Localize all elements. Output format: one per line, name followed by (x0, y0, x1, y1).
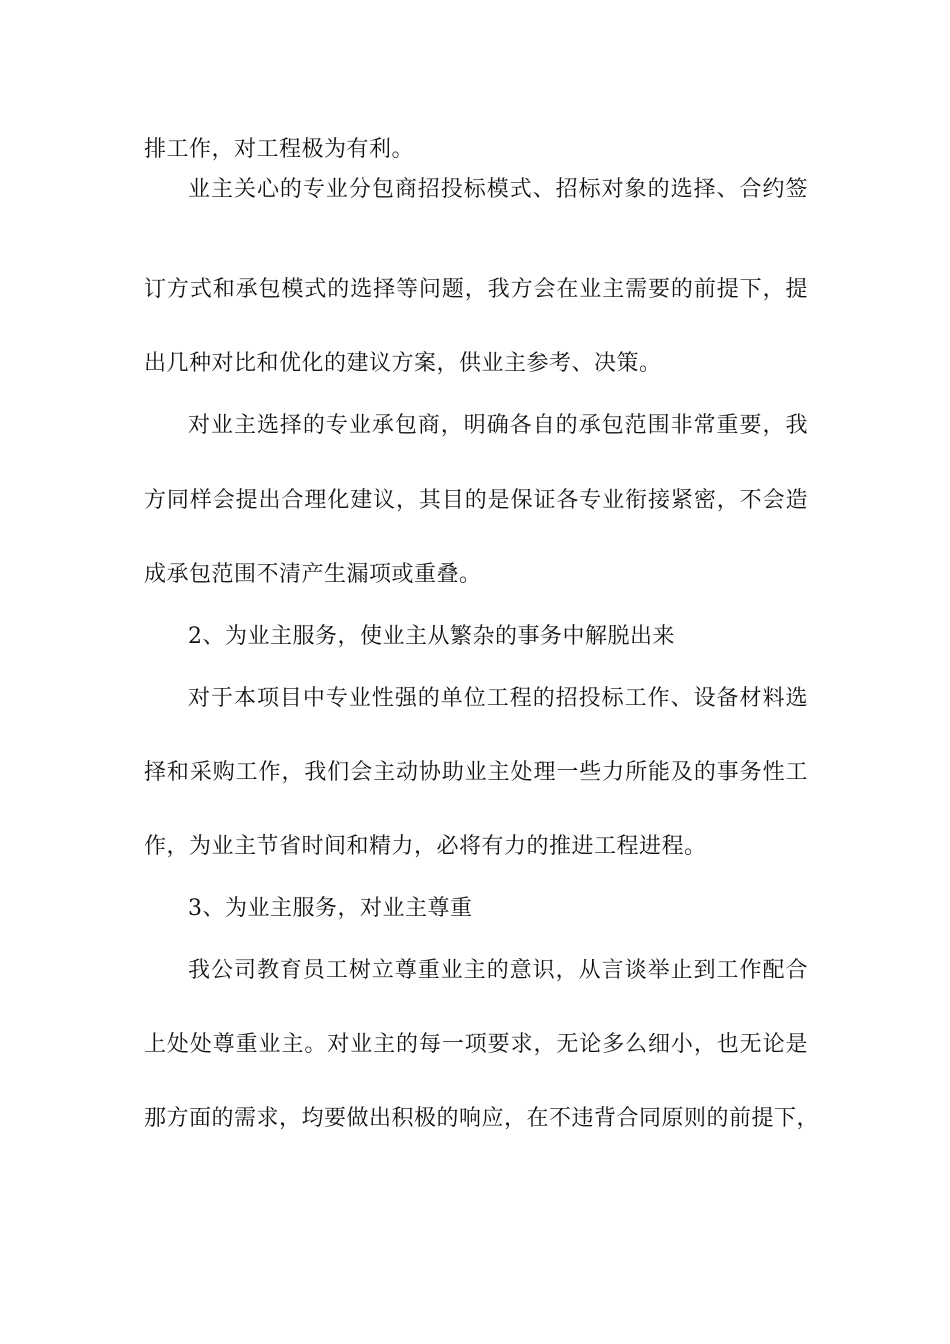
paragraph-line: 出几种对比和优化的建议方案，供业主参考、决策。 (144, 351, 662, 376)
paragraph-line: 成承包范围不清产生漏项或重叠。 (144, 562, 482, 587)
paragraph-line: 方同样会提出合理化建议，其目的是保证各专业衔接紧密，不会造 (144, 488, 808, 513)
paragraph-line: 对业主选择的专业承包商，明确各自的承包范围非常重要，我 (188, 413, 808, 438)
paragraph-line: 订方式和承包模式的选择等问题，我方会在业主需要的前提下，提 (144, 277, 808, 302)
paragraph-line: 作，为业主节省时间和精力，必将有力的推进工程进程。 (144, 834, 707, 859)
paragraph-line: 对于本项目中专业性强的单位工程的招投标工作、设备材料选 (188, 686, 808, 711)
paragraph-line: 择和采购工作，我们会主动协助业主处理一些力所能及的事务性工 (144, 760, 808, 785)
paragraph-line: 排工作，对工程极为有利。 (144, 137, 415, 162)
section-heading: 3、为业主服务，对业主尊重 (188, 896, 473, 921)
paragraph-line: 我公司教育员工树立尊重业主的意识，从言谈举止到工作配合 (188, 958, 808, 983)
paragraph-line: 上处处尊重业主。对业主的每一项要求，无论多么细小，也无论是 (144, 1032, 808, 1057)
section-heading: 2、为业主服务，使业主从繁杂的事务中解脱出来 (188, 624, 675, 649)
paragraph-line: 业主关心的专业分包商招投标模式、招标对象的选择、合约签 (188, 177, 808, 202)
paragraph-line: 那方面的需求，均要做出积极的响应，在不违背合同原则的前提下， (144, 1106, 820, 1131)
